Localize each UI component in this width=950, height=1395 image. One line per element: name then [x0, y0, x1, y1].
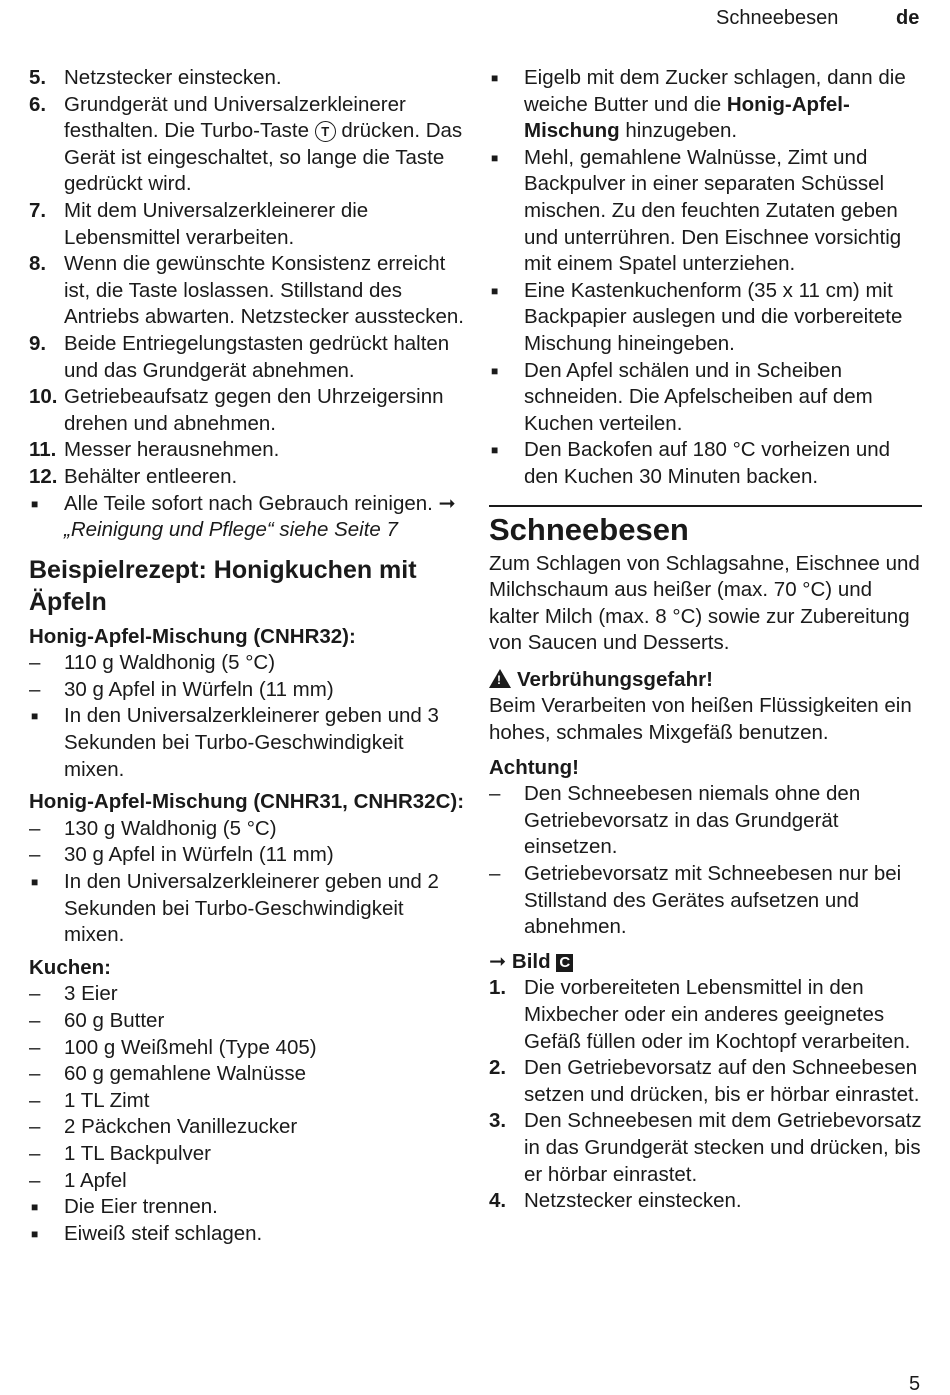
- step-text: Netzstecker einstecken.: [64, 66, 282, 89]
- ingredient-text: 30 g Apfel in Würfeln (11 mm): [64, 843, 334, 867]
- ingredient-item: [29, 1061, 469, 1088]
- recipe-heading: Beispielrezept: Honigkuchen mit Äpfeln: [29, 555, 417, 616]
- ingredient-text: 2 Päckchen Vanillezucker: [64, 1115, 298, 1139]
- figure-reference: [489, 949, 922, 976]
- bullet-item: [29, 869, 469, 949]
- bullet-item: [29, 703, 469, 783]
- ingredient-item: [29, 981, 469, 1008]
- dash-icon: –: [29, 816, 41, 840]
- step-item: [29, 92, 469, 198]
- dash-icon: –: [29, 1035, 41, 1059]
- bullet-square-icon: ■: [491, 150, 499, 165]
- bullet-square-icon: ■: [491, 443, 499, 458]
- bullet-text: Den Apfel schälen und in Scheiben schneiden. Die Apfelscheiben auf dem Kuchen verteilen.: [524, 358, 873, 435]
- dash-icon: –: [29, 1115, 41, 1139]
- step-text: Messer herausnehmen.: [64, 438, 280, 462]
- bullet-item: [489, 145, 922, 278]
- warning-triangle-icon: [489, 669, 511, 688]
- bullet-item: [489, 358, 922, 438]
- step-number: 6.: [29, 92, 47, 116]
- ingredient-item: [29, 1141, 469, 1168]
- dash-icon: –: [29, 677, 41, 701]
- step-number: 1.: [489, 976, 507, 1000]
- dash-icon: –: [29, 982, 41, 1006]
- ingredient-text: 60 g Butter: [64, 1009, 165, 1032]
- arrow-right-icon: ➞: [438, 491, 456, 515]
- bullet-text: Die Eier trennen.: [64, 1195, 218, 1219]
- step-text: Behälter entleeren.: [64, 464, 238, 488]
- bullet-square-icon: ■: [491, 283, 499, 298]
- ingredient-item: [29, 650, 469, 677]
- ingredient-item: [29, 842, 469, 869]
- step-item: [29, 198, 469, 251]
- bullet-square-icon: ■: [31, 496, 39, 511]
- step-item: [489, 1188, 922, 1215]
- warning-heading: [489, 667, 922, 694]
- turbo-button-icon: T: [315, 121, 336, 142]
- figure-label: Bild: [511, 949, 551, 973]
- step-number: 2.: [489, 1056, 507, 1080]
- section-divider: [489, 505, 922, 507]
- caution-text: Getriebevorsatz mit Schneebesen nur bei Stillstand des Gerätes aufsetzen und abnehmen.: [524, 862, 902, 939]
- step-text: Wenn die gewünschte Konsistenz erreicht ist, die Taste loslassen. Stillstand des Antriebs abwarten. Netzstecker ausstecken.: [64, 252, 464, 329]
- step-item: [489, 1108, 922, 1188]
- bullet-square-icon: ■: [31, 1226, 39, 1241]
- dash-icon: –: [29, 1088, 41, 1112]
- right-column: [489, 65, 922, 1215]
- step-item: [29, 464, 469, 491]
- step-item: [29, 331, 469, 384]
- bullet-text: Mehl, gemahlene Walnüsse, Zimt und Backpulver in einer separaten Schüssel mischen. Zu den feuchten Zutaten geben und unterrühren. Den Eischnee vorsichtig mit einem Spatel unterziehen.: [524, 145, 902, 276]
- dash-icon: –: [489, 862, 501, 886]
- step-number: 9.: [29, 331, 47, 355]
- bullet-text: [524, 65, 922, 145]
- ingredient-item: [29, 1035, 469, 1062]
- ingredient-text: 100 g Weißmehl (Type 405): [64, 1035, 317, 1059]
- step-item: [489, 1055, 922, 1108]
- step-number: 4.: [489, 1189, 507, 1213]
- cross-reference-link[interactable]: „Reinigung und Pflege“ siehe Seite 7: [64, 518, 398, 542]
- bullet-item: [29, 491, 469, 544]
- bullet-item: [29, 1221, 469, 1248]
- caution-item: [489, 781, 922, 861]
- step-text: [64, 92, 469, 198]
- bullet-text: [64, 491, 469, 544]
- mix2-heading: Honig-Apfel-Mischung (CNHR31, CNHR32C):: [29, 790, 465, 814]
- step-number: 7.: [29, 198, 47, 222]
- warning-title: Verbrühungsgefahr!: [517, 667, 713, 691]
- mix1-heading: Honig-Apfel-Mischung (CNHR32):: [29, 624, 356, 648]
- caution-item: [489, 861, 922, 941]
- step-text: Netzstecker einstecken.: [524, 1189, 742, 1213]
- step-number: 11.: [29, 438, 57, 462]
- step-item: [29, 384, 469, 437]
- ingredient-text: 1 Apfel: [64, 1168, 127, 1192]
- step-number: 3.: [489, 1109, 507, 1133]
- step-text: Die vorbereiteten Lebensmittel in den Mixbecher oder ein anderes geeignetes Gefäß füllen oder im Kochtopf verarbeiten.: [524, 976, 911, 1053]
- ingredient-text: 110 g Waldhonig (5 °C): [64, 651, 276, 675]
- cleaning-text: Alle Teile sofort nach Gebrauch reinigen.: [64, 491, 433, 515]
- bullet-text: Den Backofen auf 180 °C vorheizen und den Kuchen 30 Minuten backen.: [524, 438, 891, 488]
- caution-text: Den Schneebesen niemals ohne den Getriebevorsatz in das Grundgerät einsetzen.: [524, 782, 861, 859]
- step-item: [29, 65, 469, 92]
- ingredient-item: [29, 1088, 469, 1115]
- ingredient-item: [29, 677, 469, 704]
- dash-icon: –: [29, 651, 41, 675]
- dash-icon: –: [29, 1168, 41, 1192]
- dash-icon: –: [29, 1009, 41, 1032]
- bullet-text-part: Eigelb mit dem Zucker schlagen, dann die weiche Butter und die: [524, 66, 906, 116]
- ingredient-text: 1 TL Backpulver: [64, 1141, 211, 1165]
- ingredient-item: [29, 816, 469, 843]
- language-code: de: [896, 7, 920, 29]
- ingredient-item: [29, 1168, 469, 1195]
- step-text-part: Grundgerät und Universalzerkleinerer festhalten. Die Turbo-Taste: [64, 92, 406, 143]
- ingredient-text: 60 g gemahlene Walnüsse: [64, 1062, 306, 1086]
- step-item: [489, 975, 922, 1055]
- figure-letter-badge: C: [556, 954, 573, 972]
- dash-icon: –: [29, 1062, 41, 1086]
- step-text: Beide Entriegelungstasten gedrückt halten und das Grundgerät abnehmen.: [64, 331, 450, 382]
- bullet-text: Eine Kastenkuchenform (35 x 11 cm) mit Backpapier auslegen und die vorbereitete Mischung hineingeben.: [524, 278, 903, 355]
- step-text: Den Schneebesen mit dem Getriebevorsatz in das Grundgerät stecken und drücken, bis er hörbar einrastet.: [524, 1109, 922, 1186]
- ingredient-item: [29, 1114, 469, 1141]
- left-column: [29, 65, 469, 1247]
- bullet-square-icon: ■: [31, 1200, 39, 1215]
- bullet-item: [29, 1194, 469, 1221]
- bullet-text-part: hinzugeben.: [625, 119, 738, 143]
- ingredient-text: 1 TL Zimt: [64, 1088, 150, 1112]
- ingredient-text: 130 g Waldhonig (5 °C): [64, 816, 277, 840]
- bullet-text: In den Universalzerkleinerer geben und 2 Sekunden bei Turbo-Geschwindigkeit mixen.: [64, 870, 439, 947]
- dash-icon: –: [489, 782, 501, 806]
- caution-heading: Achtung!: [489, 755, 579, 779]
- bullet-text: In den Universalzerkleinerer geben und 3 Sekunden bei Turbo-Geschwindigkeit mixen.: [64, 704, 439, 781]
- step-number: 8.: [29, 252, 47, 276]
- section-heading: Schneebesen: [489, 511, 689, 547]
- cake-heading: Kuchen:: [29, 955, 111, 979]
- step-text: Mit dem Universalzerkleinerer die Lebensmittel verarbeiten.: [64, 198, 369, 249]
- step-number: 10.: [29, 385, 58, 409]
- page-number: 5: [909, 1373, 921, 1395]
- step-item: [29, 251, 469, 331]
- step-item: [29, 437, 469, 464]
- ingredient-text: 3 Eier: [64, 982, 118, 1006]
- bullet-item: [489, 65, 922, 145]
- step-number: 5.: [29, 66, 47, 89]
- bullet-text-bold: Honig-Apfel-Mischung: [524, 92, 850, 143]
- warning-text: Beim Verarbeiten von heißen Flüssigkeiten ein hohes, schmales Mixgefäß benutzen.: [489, 694, 912, 745]
- ingredient-text: 30 g Apfel in Würfeln (11 mm): [64, 677, 334, 701]
- bullet-square-icon: ■: [31, 875, 39, 890]
- bullet-square-icon: ■: [491, 363, 499, 378]
- step-number: 12.: [29, 464, 58, 488]
- bullet-item: [489, 278, 922, 358]
- arrow-right-icon: ➞: [489, 949, 507, 973]
- running-header-title: Schneebesen: [716, 7, 839, 29]
- dash-icon: –: [29, 843, 41, 867]
- ingredient-item: [29, 1008, 469, 1035]
- step-text: Den Getriebevorsatz auf den Schneebesen setzen und drücken, bis er hörbar einrastet.: [524, 1056, 920, 1106]
- bullet-text: Eiweiß steif schlagen.: [64, 1221, 263, 1245]
- intro-paragraph: Zum Schlagen von Schlagsahne, Eischnee und Milchschaum aus heißer (max. 70 °C) und kalter Milch (max. 8 °C) sowie zur Zubereitung von Saucen und Desserts.: [489, 551, 920, 655]
- bullet-item: [489, 437, 922, 490]
- bullet-square-icon: ■: [31, 709, 39, 724]
- step-text-part: drücken. Das Gerät ist eingeschaltet, so lange die Taste gedrückt wird.: [64, 119, 463, 196]
- dash-icon: –: [29, 1141, 41, 1165]
- step-text: Getriebeaufsatz gegen den Uhrzeigersinn drehen und abnehmen.: [64, 385, 444, 435]
- bullet-square-icon: ■: [491, 71, 499, 85]
